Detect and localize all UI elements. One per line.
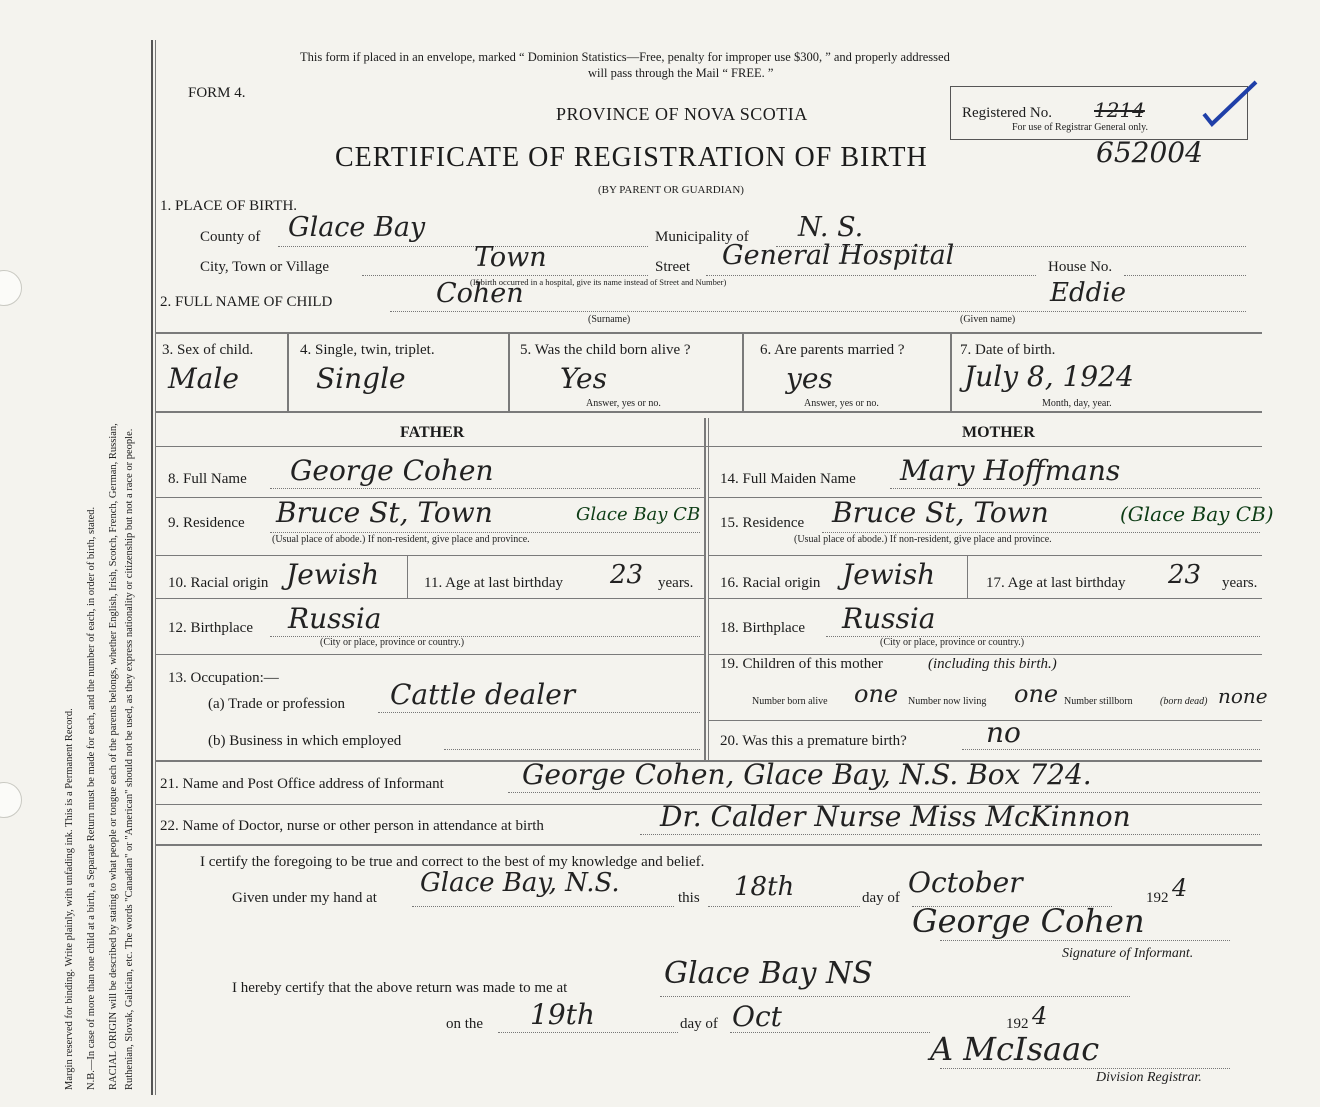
house-line [1124, 275, 1246, 276]
margin-note-binding: Margin reserved for binding. Write plainly, with unfading ink. This is a Permanent Record. [64, 708, 75, 1090]
premature-line [962, 749, 1260, 750]
mother-name-label: 14. Full Maiden Name [720, 471, 856, 487]
children-label: 19. Children of this mother [720, 656, 883, 672]
mother-birthplace-value: Russia [842, 602, 936, 635]
occupation-label: 13. Occupation:— [168, 670, 279, 686]
day-line [708, 906, 860, 907]
full-name-label: 2. FULL NAME OF CHILD [160, 294, 333, 310]
city-value: Town [474, 242, 547, 273]
father-race-label: 10. Racial origin [168, 575, 269, 591]
informant-line [508, 792, 1260, 793]
frame-left [151, 40, 153, 1095]
day-of-2-label: day of [680, 1016, 718, 1032]
father-res-line [270, 532, 700, 533]
surname-value: Cohen [436, 278, 524, 309]
mother-bp-caption: (City or place, province or country.) [880, 637, 1025, 648]
rule-mother-5 [708, 720, 1262, 721]
registered-number: 1214 [1094, 98, 1145, 122]
rule-row3-bottom [155, 411, 1262, 413]
father-birthplace-label: 12. Birthplace [168, 620, 253, 636]
father-age-years: years. [658, 575, 694, 591]
trade-value: Cattle dealer [390, 678, 576, 711]
father-age-label: 11. Age at last birthday [424, 575, 563, 591]
now-living-label: Number now living [908, 696, 987, 707]
dob-label: 7. Date of birth. [960, 342, 1056, 358]
city-line [362, 275, 648, 276]
given-at-value: Glace Bay, N.S. [420, 868, 620, 898]
given-name-value: Eddie [1050, 278, 1126, 308]
father-residence-label: 9. Residence [168, 515, 245, 531]
day-of-label: day of [862, 890, 900, 906]
informant-label: 21. Name and Post Office address of Informant [160, 776, 444, 792]
year-value: 4 [1172, 874, 1188, 902]
trade-label: (a) Trade or profession [208, 696, 346, 712]
father-name-line [270, 488, 700, 489]
rule-center [704, 418, 706, 760]
rule-v-c [742, 334, 744, 411]
father-heading: FATHER [400, 424, 465, 441]
doctor-label: 22. Name of Doctor, nurse or other person in attendance at birth [160, 818, 544, 834]
rule-father-2 [155, 555, 704, 556]
rule-mother-2 [708, 555, 1262, 556]
trade-line [378, 712, 700, 713]
mother-res-line [822, 532, 1260, 533]
registered-year-value: 4 [1032, 1002, 1048, 1030]
checkmark-icon [1200, 78, 1262, 130]
province-heading: PROVINCE OF NOVA SCOTIA [556, 104, 808, 124]
stillborn-label: Number stillborn [1064, 696, 1133, 707]
mother-age-value: 23 [1168, 560, 1202, 590]
street-label: Street [655, 259, 690, 275]
stillborn-value: none [1218, 684, 1268, 708]
registered-label: Registered No. [962, 105, 1052, 121]
month-value: October [908, 866, 1023, 899]
rule-mother-4 [708, 654, 1262, 655]
rule-father-v [407, 556, 408, 598]
rule-center-2 [708, 418, 709, 760]
rule-row3-top [155, 332, 1262, 334]
mother-age-years: years. [1222, 575, 1258, 591]
informant-signature: George Cohen [912, 902, 1145, 940]
municipality-value: N. S. [798, 212, 864, 243]
county-line [278, 246, 648, 247]
rule-mother-3 [708, 598, 1262, 599]
mail-notice-2: will pass through the Mail “ FREE. ” [588, 66, 774, 80]
premature-value: no [986, 716, 1021, 749]
registrar-caption: Division Registrar. [1096, 1070, 1202, 1085]
registered-day-value: 19th [530, 998, 595, 1031]
surname-caption: (Surname) [588, 314, 631, 325]
municipality-label: Municipality of [655, 229, 749, 245]
street-value: General Hospital [722, 240, 955, 271]
margin-note-racial-2: Ruthenian, Slovak, Galician, etc. The words "Canadian" or "American" should not be used, as they express nationality or citizenship but not a race or people. [124, 428, 135, 1090]
given-at-label: Given under my hand at [232, 890, 377, 906]
registrar-line [940, 1068, 1230, 1069]
rule-father-3 [155, 598, 704, 599]
day-value: 18th [734, 872, 795, 902]
year-prefix: 192 [1146, 890, 1169, 906]
mother-name-value: Mary Hoffmans [900, 454, 1121, 487]
now-living-value: one [1014, 680, 1059, 708]
dob-caption: Month, day, year. [1042, 398, 1112, 409]
county-value: Glace Bay [288, 212, 426, 243]
street-line [706, 275, 1036, 276]
children-label-italic: (including this birth.) [928, 656, 1057, 672]
certificate-number: 652004 [1096, 136, 1203, 169]
father-bp-caption: (City or place, province or country.) [320, 637, 465, 648]
binder-hole [0, 270, 22, 306]
rule-father-4 [155, 654, 704, 655]
frame-left-inner [155, 40, 156, 1095]
father-residence-value: Bruce St, Town [276, 496, 493, 529]
married-label: 6. Are parents married ? [760, 342, 905, 358]
hereby-statement: I hereby certify that the above return was made to me at [232, 980, 568, 996]
alive-caption: Answer, yes or no. [586, 398, 661, 409]
premature-label: 20. Was this a premature birth? [720, 733, 907, 749]
name-line [390, 311, 1246, 312]
sex-value: Male [168, 362, 239, 395]
rule-v-d [950, 334, 952, 411]
father-name-label: 8. Full Name [168, 471, 247, 487]
form-number: FORM 4. [188, 85, 246, 101]
single-label: 4. Single, twin, triplet. [300, 342, 435, 358]
doctor-value: Dr. Calder Nurse Miss McKinnon [660, 800, 1131, 833]
business-label: (b) Business in which employed [208, 733, 402, 749]
county-label: County of [200, 229, 261, 245]
house-label: House No. [1048, 259, 1113, 275]
certificate-title: CERTIFICATE OF REGISTRATION OF BIRTH [335, 142, 928, 173]
dob-value: July 8, 1924 [964, 360, 1134, 393]
doctor-line [640, 834, 1260, 835]
business-line [444, 749, 700, 750]
mother-name-line [890, 488, 1260, 489]
mother-heading: MOTHER [962, 424, 1035, 441]
father-race-value: Jewish [286, 558, 380, 591]
mail-notice: This form if placed in an envelope, marked “ Dominion Statistics—Free, penalty for improper use $300, ” and properly addressed [300, 50, 950, 64]
registrar-signature: A McIsaac [930, 1030, 1100, 1068]
informant-value: George Cohen, Glace Bay, N.S. Box 724. [522, 758, 1092, 791]
father-abode-caption: (Usual place of abode.) If non-resident, give place and province. [272, 534, 530, 545]
registered-month-value: Oct [732, 1000, 782, 1033]
hospital-note: (If birth occurred in a hospital, give its name instead of Street and Number) [470, 277, 727, 287]
born-dead-label: (born dead) [1160, 696, 1208, 707]
father-residence-extra: Glace Bay CB [576, 504, 701, 525]
born-alive-value: one [854, 680, 899, 708]
mother-race-value: Jewish [842, 558, 936, 591]
certify-statement: I certify the foregoing to be true and correct to the best of my knowledge and belief. [200, 854, 705, 870]
margin-note-multiple: N.B.—In case of more than one child at a birth, a Separate Return must be made for each, and the number of each, in order of birth, stated. [86, 506, 97, 1090]
rule-mother-v [967, 556, 968, 598]
binder-hole [0, 782, 22, 818]
born-alive-label: Number born alive [752, 696, 828, 707]
rule-v-b [508, 334, 510, 411]
married-caption: Answer, yes or no. [804, 398, 879, 409]
given-at-line [412, 906, 674, 907]
married-value: yes [786, 362, 833, 395]
mother-residence-label: 15. Residence [720, 515, 805, 531]
reg-at-line [660, 996, 1130, 997]
sex-label: 3. Sex of child. [162, 342, 254, 358]
this-label: this [678, 890, 700, 906]
mother-residence-value: Bruce St, Town [832, 496, 1049, 529]
certificate-subtitle: (BY PARENT OR GUARDIAN) [598, 184, 744, 196]
given-name-caption: (Given name) [960, 314, 1016, 325]
signature-line [940, 940, 1230, 941]
registered-at-value: Glace Bay NS [664, 956, 873, 991]
mother-birthplace-label: 18. Birthplace [720, 620, 805, 636]
city-label: City, Town or Village [200, 259, 330, 275]
on-the-label: on the [446, 1016, 484, 1032]
father-name-value: George Cohen [290, 454, 494, 487]
year-prefix-2: 192 [1006, 1016, 1029, 1032]
single-value: Single [316, 362, 406, 395]
place-of-birth-label: 1. PLACE OF BIRTH. [160, 198, 298, 214]
margin-note-racial-1: RACIAL ORIGIN will be described by stating to what people or tongue each of the parents belongs, whether English, Irish, Scotch, French, German, Russian, [108, 423, 119, 1090]
alive-label: 5. Was the child born alive ? [520, 342, 691, 358]
father-age-value: 23 [610, 560, 644, 590]
signature-caption: Signature of Informant. [1062, 946, 1194, 961]
mother-age-label: 17. Age at last birthday [986, 575, 1126, 591]
father-birthplace-value: Russia [288, 602, 382, 635]
rule-v-a [287, 334, 289, 411]
registered-note: For use of Registrar General only. [1012, 122, 1148, 133]
mother-residence-extra: (Glace Bay CB) [1120, 502, 1274, 526]
mother-abode-caption: (Usual place of abode.) If non-resident, give place and province. [794, 534, 1052, 545]
mother-race-label: 16. Racial origin [720, 575, 821, 591]
rule-doctor [155, 844, 1262, 846]
alive-value: Yes [560, 362, 607, 395]
reg-day-line [498, 1032, 678, 1033]
